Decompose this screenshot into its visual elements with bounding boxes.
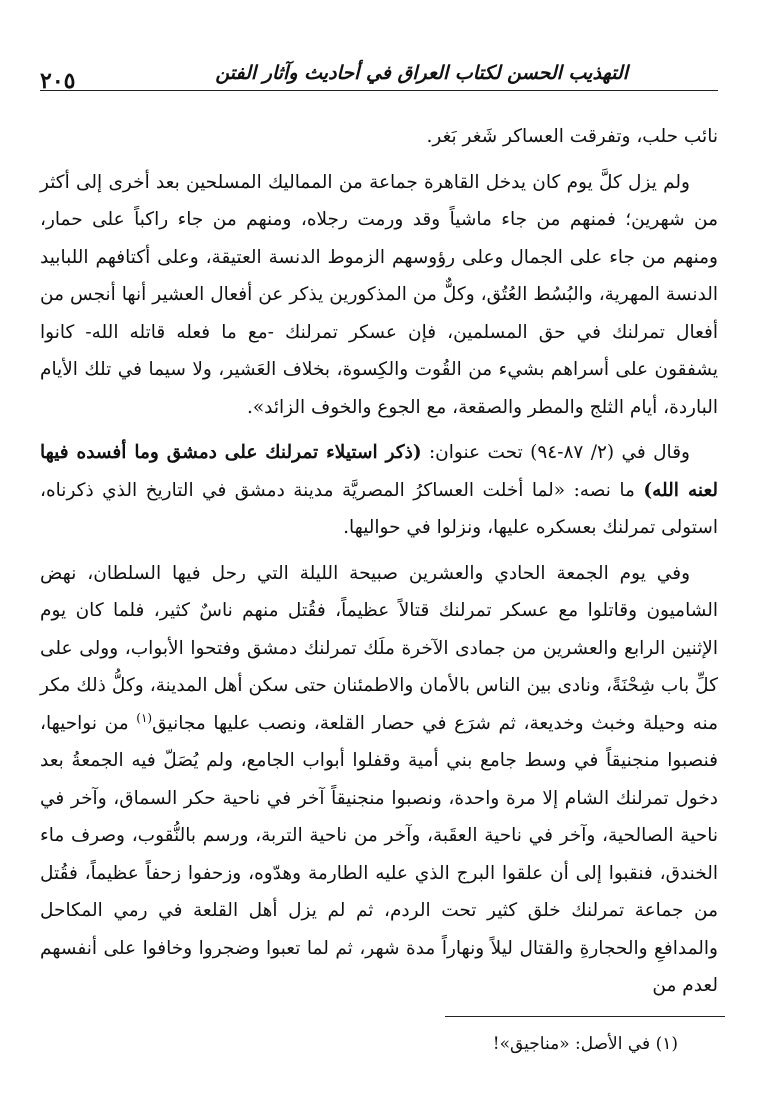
paragraph-intro: وقال في (٢/ ٨٧-٩٤) تحت عنوان: — [421, 442, 690, 463]
footnote-reference[interactable]: (١) — [136, 710, 153, 725]
footnote-divider — [445, 1016, 725, 1017]
paragraph — [40, 434, 718, 547]
paragraph: ولم يزل كلَّ يوم كان يدخل القاهرة جماعة من المماليك المسلحين بعد أخرى إلى أكثر من شهرين؛ فمنهم من جاء ماشياً وقد ورمت رجلاه، ومنهم من جاء راكباً على حمار، ومنهم من جاء على الجمال وعلى رؤوسهم الزموط الدنسة العتيقة، وعلى أكتافهم اللبابيد الدنسة المهرية، والبُسُط العُتُق، وكلٌّ من المذكورين يذكر عن أفعال العشير أنها أنجس من أفعال تمرلنك في حق المسلمين، فإن عسكر تمرلنك -مع ما فعله قاتله الله- كانوا يشفقون على أسراهم بشيء من القُوت والكِسوة، بخلاف العَشير، ولا سيما في تلك الأيام الباردة، أيام الثلج والمطر والصقعة، مع الجوع والخوف الزائد». — [40, 171, 718, 418]
paragraph-body: وفي يوم الجمعة الحادي والعشرين صبيحة الليلة التي رحل فيها السلطان، نهض الشاميون وقاتلوا مع عسكر تمرلنك قتالاً عظيماً، فقُتل منهم ناسٌ كثير، فلما كان يوم الإثنين الرابع والعشرين من جمادى الآخرة ملَك تمرلنك دمشق وفتحوا الأبواب، وولى على كلِّ باب شِحْنَةً، ونادى بين الناس بالأمان والاطمئنان حتى سكن أهل المدينة، وكلُّ ذلك مكر منه وحيلة وخبث وخديعة، ثم شرَع في حصار القلعة، ونصب عليها مجانيق — [40, 562, 718, 734]
footnote: (١) في الأصل: «مناجيق»! — [492, 1034, 678, 1054]
paragraph-body: ما نصه: «لما أخلت العساكرُ المصريَّة مدينة دمشق في التاريخ الذي ذكرناه، استولى تمرلنك بعسكره عليها، ونزلوا في حواليها. — [40, 479, 718, 538]
body-text — [40, 118, 718, 1005]
section-title: (ذكر استيلاء تمرلنك على دمشق وما أفسده فيها لعنه الله) — [40, 442, 719, 501]
paragraph — [40, 555, 718, 1005]
running-title: التهذيب الحسن لكتاب العراق في أحاديث وآثار الفتن — [215, 62, 628, 84]
page-number: ٢٠٥ — [40, 68, 76, 94]
paragraph: نائب حلب، وتفرقت العساكر شَغر بَغر. — [426, 126, 718, 147]
paragraph-body: من نواحيها، فنصبوا منجنيقاً في وسط جامع بني أمية وقفلوا أبواب الجامع، ولم يُصَلّ فيه الجمعةُ بعد دخول تمرلنك الشام إلا مرة واحدة، ونصبوا منجنيقاً آخر في ناحية حكر السماق، وآخر في ناحية الصالحية، وآخر في ناحية العقَبة، وآخر من ناحية التربة، ورسم بالنُّقوب، وصرف ماء الخندق، فنقبوا إلى أن علقوا البرج الذي عليه الطارمة وهدّوه، وزحفوا زحفاً عظيماً، فقُتل من جماعة تمرلنك خلق كثير تحت الردم، ثم لم يزل أهل القلعة في رمي المكاحل والمدافعِ والحجارةِ والقتال ليلاً ونهاراً مدة شهر، ثم لما تعبوا وضجروا وخافوا على أنفسهم لعدم من — [40, 712, 718, 996]
